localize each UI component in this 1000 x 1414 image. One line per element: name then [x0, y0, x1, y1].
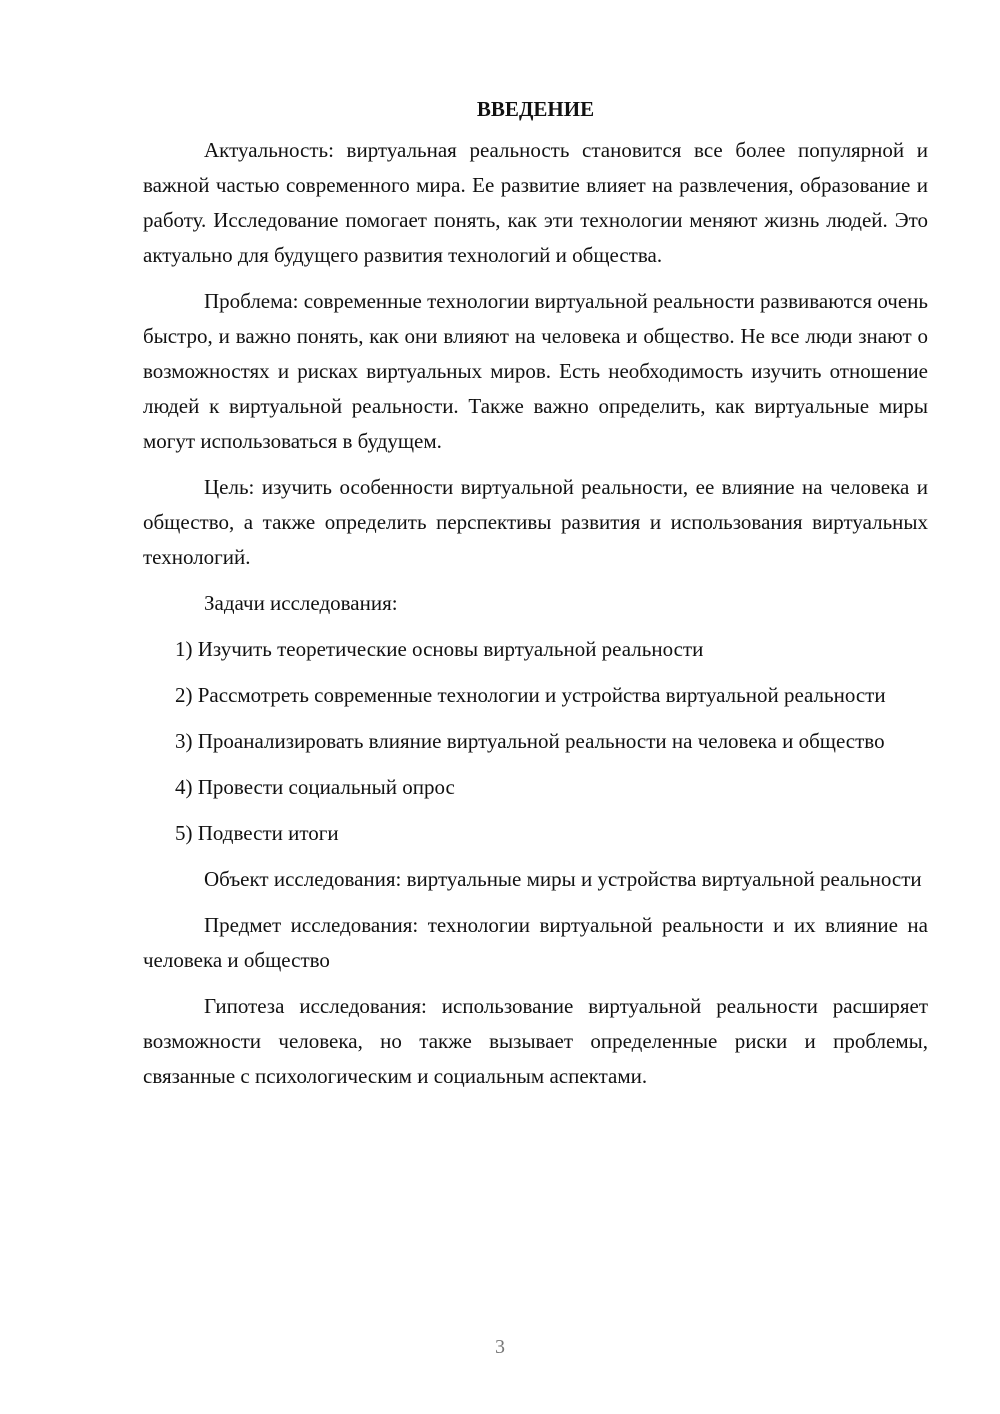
relevance-paragraph: Актуальность: виртуальная реальность становится все более популярной и важной частью современного мира. Ее развитие влияет на развлечения, образование и работу. Исследование помогает понять, как эти технологии меняют жизнь людей. Это актуально для будущего развития технологий и общества.: [143, 138, 928, 267]
task-item: 5) Подвести итоги: [175, 821, 339, 845]
object-paragraph: Объект исследования: виртуальные миры и устройства виртуальной реальности: [204, 867, 922, 891]
problem-paragraph: Проблема: современные технологии виртуальной реальности развиваются очень быстро, и важно понять, как они влияют на человека и общество. Не все люди знают о возможностях и рисках виртуальных миров. Есть необходимость изучить отношение людей к виртуальной реальности. Также важно определить, как виртуальные миры могут использоваться в будущем.: [143, 289, 928, 453]
task-item: 2) Рассмотреть современные технологии и устройства виртуальной реальности: [175, 683, 886, 707]
subject-paragraph: Предмет исследования: технологии виртуальной реальности и их влияние на человека и общество: [143, 913, 928, 972]
page-content: [143, 92, 928, 1105]
task-item: 1) Изучить теоретические основы виртуальной реальности: [175, 637, 704, 661]
section-heading: ВВЕДЕНИЕ: [476, 97, 595, 121]
tasks-title: Задачи исследования:: [204, 591, 398, 615]
task-item: 3) Проанализировать влияние виртуальной реальности на человека и общество: [175, 729, 885, 753]
task-item: 4) Провести социальный опрос: [175, 775, 455, 799]
goal-paragraph: Цель: изучить особенности виртуальной реальности, ее влияние на человека и общество, а также определить перспективы развития и использования виртуальных технологий.: [143, 475, 928, 569]
page-number: 3: [495, 1336, 505, 1358]
hypothesis-paragraph: Гипотеза исследования: использование виртуальной реальности расширяет возможности человека, но также вызывает определенные риски и проблемы, связанные с психологическим и социальным аспектами.: [143, 994, 928, 1088]
